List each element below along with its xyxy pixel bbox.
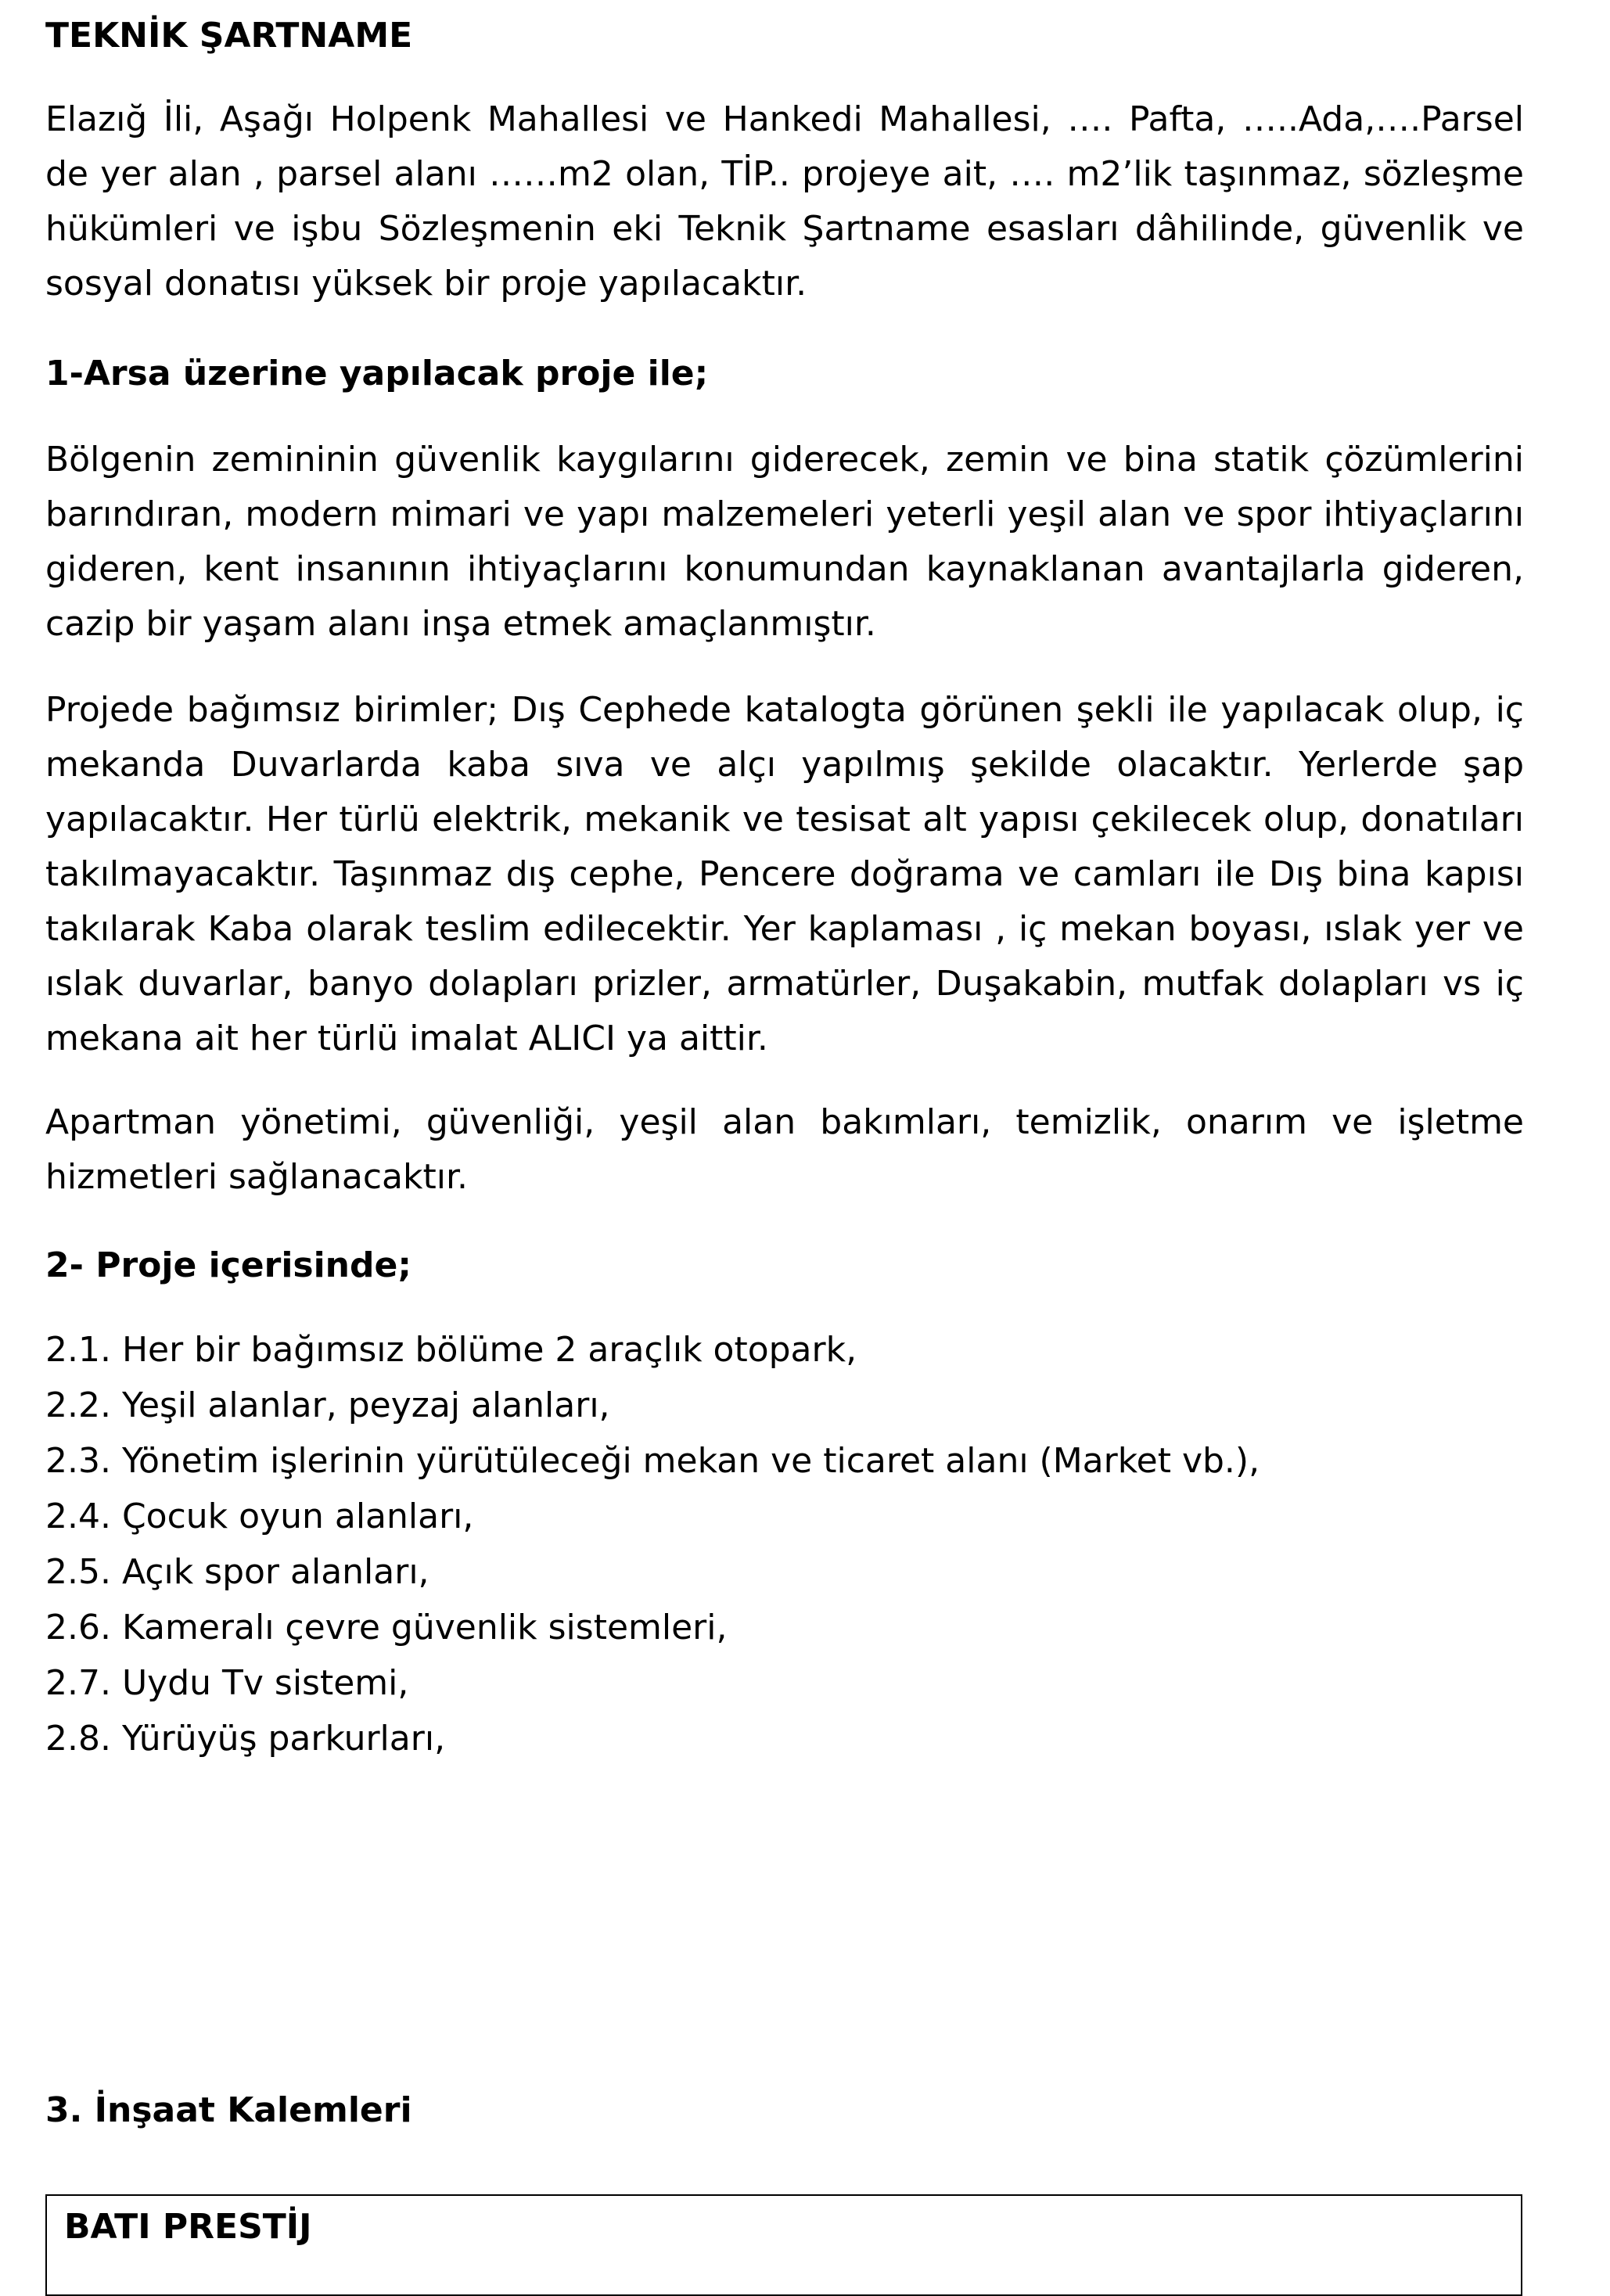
table-header-cell: BATI PRESTİJ <box>64 2207 312 2247</box>
section-2-heading: 2- Proje içerisinde; <box>45 1245 411 1285</box>
project-features-list <box>45 1322 1260 1766</box>
list-item: 2.2. Yeşil alanlar, peyzaj alanları, <box>45 1385 610 1425</box>
document-title: TEKNİK ŞARTNAME <box>45 16 413 56</box>
section-1-paragraph-2: Projede bağımsız birimler; Dış Cephede katalogta görünen şekli ile yapılacak olup, iç mekanda Duvarlarda kaba sıva ve alçı yapılmış şekilde olacaktır. Yerlerde şap yapılacaktır. Her türlü elektrik, mekanik ve tesisat alt yapısı çekilecek olup, donatıları takılmayacaktır. Taşınmaz dış cephe, Pencere doğrama ve camları ile Dış bina kapısı takılarak Kaba olarak teslim edilecektir. Yer kaplaması , iç mekan boyası, ıslak yer ve ıslak duvarlar, banyo dolapları prizler, armatürler, Duşakabin, mutfak dolapları vs iç mekana ait her türlü imalat ALICI ya aittir. <box>45 690 1524 1058</box>
section-1-paragraph-3: Apartman yönetimi, güvenliği, yeşil alan bakımları, temizlik, onarım ve işletme hizmetleri sağlanacaktır. <box>45 1102 1524 1197</box>
list-item: 2.8. Yürüyüş parkurları, <box>45 1719 446 1759</box>
list-item: 2.1. Her bir bağımsız bölüme 2 araçlık otopark, <box>45 1330 857 1370</box>
list-item: 2.6. Kameralı çevre güvenlik sistemleri, <box>45 1608 728 1647</box>
list-item: 2.4. Çocuk oyun alanları, <box>45 1497 474 1536</box>
section-3-heading: 3. İnşaat Kalemleri <box>45 2090 412 2130</box>
list-item: 2.3. Yönetim işlerinin yürütüleceği mekan ve ticaret alanı (Market vb.), <box>45 1441 1260 1481</box>
list-item: 2.5. Açık spor alanları, <box>45 1552 429 1592</box>
section-1-heading: 1-Arsa üzerine yapılacak proje ile; <box>45 354 709 393</box>
list-item: 2.7. Uydu Tv sistemi, <box>45 1663 409 1703</box>
intro-paragraph: Elazığ İli, Aşağı Holpenk Mahallesi ve Hankedi Mahallesi, …. Pafta, …..Ada,….Parsel de yer alan , parsel alanı ……m2 olan, TİP.. projeye ait, …. m2’lik taşınmaz, sözleşme hükümleri ve işbu Sözleşmenin eki Teknik Şartname esasları dâhilinde, güvenlik ve sosyal donatısı yüksek bir proje yapılacaktır. <box>45 99 1524 304</box>
construction-items-table <box>45 2194 1522 2296</box>
section-1-paragraph-1: Bölgenin zemininin güvenlik kaygılarını giderecek, zemin ve bina statik çözümlerini barındıran, modern mimari ve yapı malzemeleri yeterli yeşil alan ve spor ihtiyaçlarını gideren, kent insanının ihtiyaçlarını konumundan kaynaklanan avantajlarla gideren, cazip bir yaşam alanı inşa etmek amaçlanmıştır. <box>45 440 1524 644</box>
